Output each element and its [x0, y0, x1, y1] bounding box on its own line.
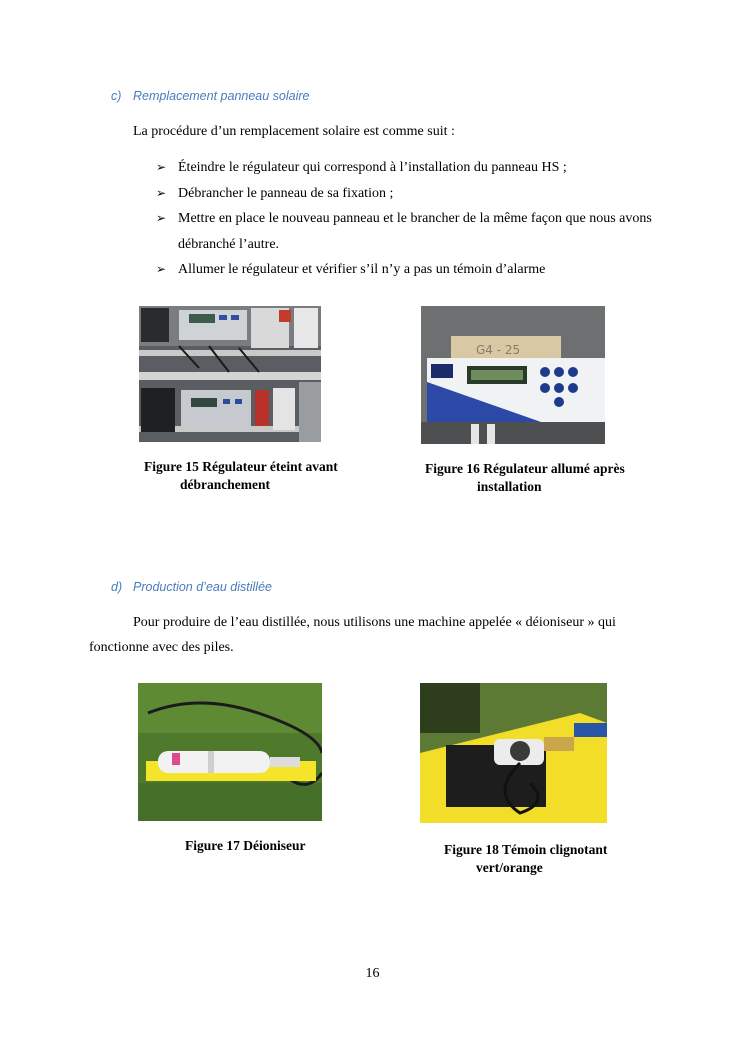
list-item: ➢ Éteindre le régulateur qui correspond à l’installation du panneau HS ; [156, 155, 656, 181]
section-c-heading [111, 89, 310, 103]
figure-17-photo [138, 683, 322, 821]
label-tape-text: G4 - 25 [476, 343, 521, 357]
procedure-list [156, 155, 656, 283]
section-d-title: Production d’eau distillée [133, 580, 272, 594]
arrow-bullet-icon: ➢ [156, 185, 167, 200]
figure-15-caption: Figure 15 Régulateur éteint avant débranchement [144, 459, 338, 492]
section-c-intro: La procédure d’un remplacement solaire est comme suit : [133, 124, 455, 139]
arrow-bullet-icon: ➢ [156, 160, 167, 174]
list-item: ➢ Débrancher le panneau de sa fixation ; [156, 181, 656, 207]
list-item: ➢ Allumer le régulateur et vérifier s’il n’y a pas un témoin d’alarme [156, 257, 656, 283]
section-d-paragraph-line1: Pour produire de l’eau distillée, nous utilisons une machine appelée « déioniseur » qui [133, 615, 616, 630]
section-d-marker: d) [111, 580, 123, 594]
section-d-paragraph-line2: fonctionne avec des piles. [89, 640, 234, 655]
section-c-marker: c) [111, 89, 122, 103]
section-d-heading [111, 580, 272, 594]
figure-17-caption: Figure 17 Déioniseur [185, 838, 306, 853]
arrow-bullet-icon: ➢ [156, 262, 167, 276]
list-item: ➢ Mettre en place le nouveau panneau et le brancher de la même façon que nous avons débranché l’autre. [156, 206, 656, 257]
arrow-bullet-icon: ➢ [156, 211, 167, 225]
figure-15-photo [139, 306, 321, 442]
figure-16-caption: Figure 16 Régulateur allumé après installation [425, 461, 625, 494]
section-c-title: Remplacement panneau solaire [133, 89, 310, 103]
page-number: 16 [365, 966, 380, 981]
figure-18-photo [420, 683, 607, 823]
figure-16-photo [421, 306, 605, 444]
figure-18-caption: Figure 18 Témoin clignotant vert/orange [444, 842, 608, 875]
